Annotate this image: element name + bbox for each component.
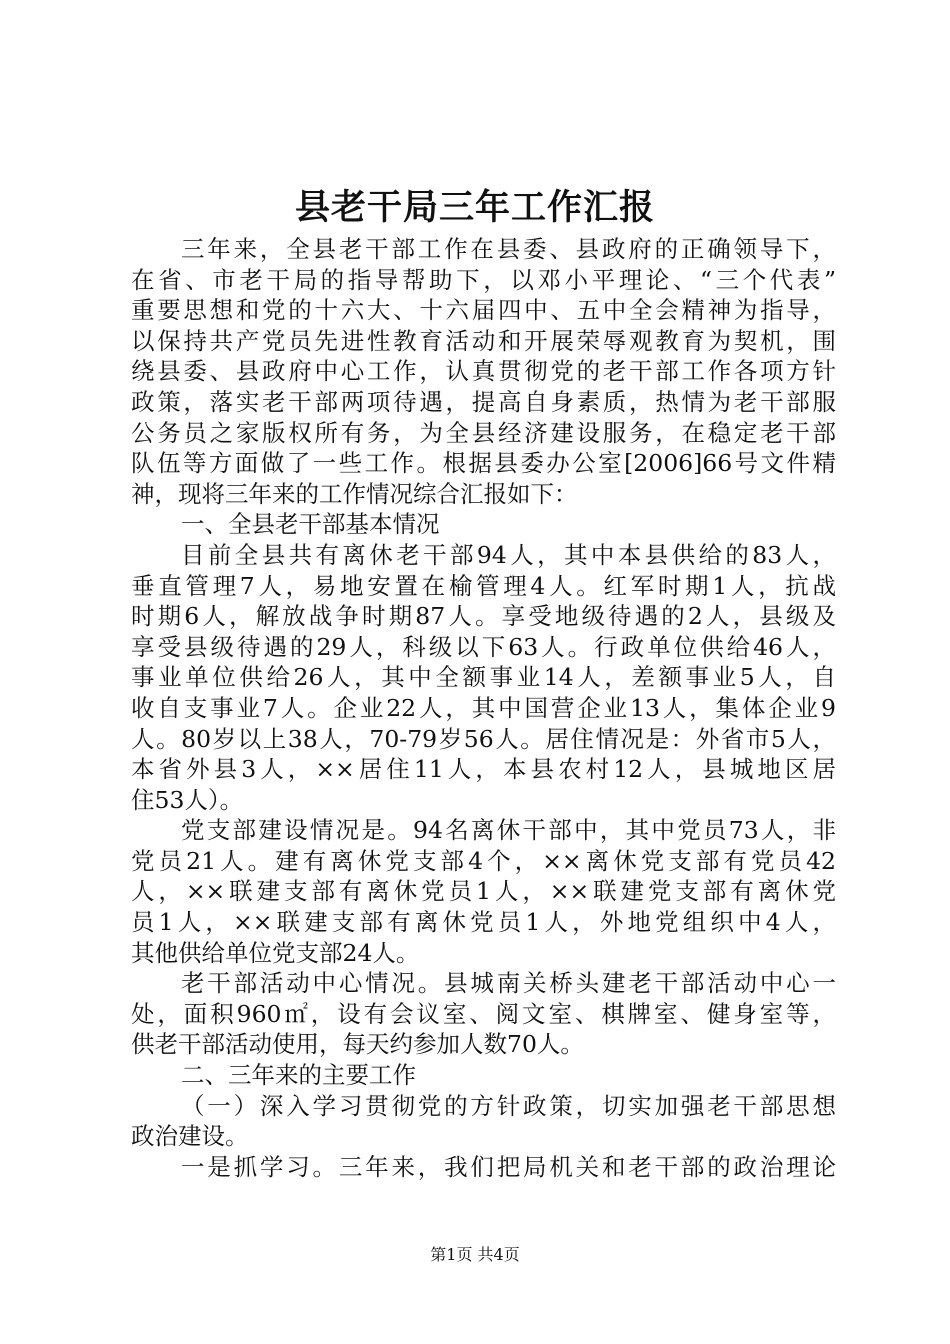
text-line: 本省外县3人，××居住11人，本县农村12人，县城地区居	[131, 755, 836, 784]
text-line: 供老干部活动使用，每天约参加人数70人。	[131, 1030, 584, 1059]
text-line: 人，××联建支部有离休党员1人，××联建党支部有离休党	[131, 877, 836, 906]
text-line: 目前全县共有离休老干部94人，其中本县供给的83人，	[181, 540, 836, 569]
text-line: 时期6人，解放战争时期87人。享受地级待遇的2人，县级及	[131, 602, 836, 631]
document-title: 县老干局三年工作汇报	[294, 187, 655, 228]
text-line: 以保持共产党员先进性教育活动和开展荣辱观教育为契机，围	[131, 326, 836, 355]
text-line: （一）深入学习贯彻党的方针政策，切实加强老干部思想	[181, 1091, 836, 1120]
text-line: 员1人，××联建支部有离休党员1人，外地党组织中4人，	[131, 908, 836, 937]
text-line: 一是抓学习。三年来，我们把局机关和老干部的政治理论	[181, 1152, 836, 1181]
text-line: 二、三年来的主要工作	[181, 1061, 416, 1090]
document-body	[131, 234, 836, 1182]
text-line: 公务员之家版权所有务，为全县经济建设服务，在稳定老干部	[131, 418, 836, 447]
text-line: 队伍等方面做了一些工作。根据县委办公室[2006]66号文件精	[131, 449, 836, 478]
text-line: 在省、市老干局的指导帮助下，以邓小平理论、“三个代表”	[131, 265, 836, 294]
text-line: 政策，落实老干部两项待遇，提高自身素质，热情为老干部服	[131, 387, 836, 416]
text-line: 事业单位供给26人，其中全额事业14人，差额事业5人，自	[131, 663, 836, 692]
text-line: 党支部建设情况是。94名离休干部中，其中党员73人，非	[181, 816, 836, 845]
text-line: 重要思想和党的十六大、十六届四中、五中全会精神为指导，	[131, 296, 836, 325]
page-footer: 第1页 共4页	[430, 1245, 520, 1264]
text-line: 绕县委、县政府中心工作，认真贯彻党的老干部工作各项方针	[131, 357, 836, 386]
text-line: 人。80岁以上38人，70-79岁56人。居住情况是：外省市5人，	[131, 724, 836, 753]
text-line: 享受县级待遇的29人，科级以下63人。行政单位供给46人，	[131, 632, 836, 661]
text-line: 处，面积960㎡，设有会议室、阅文室、棋牌室、健身室等，	[131, 999, 836, 1028]
text-line: 神，现将三年来的工作情况综合汇报如下：	[131, 479, 578, 508]
text-line: 住53人）。	[131, 785, 244, 814]
text-line: 收自支事业7人。企业22人，其中国营企业13人，集体企业9	[131, 693, 836, 722]
text-line: 三年来，全县老干部工作在县委、县政府的正确领导下，	[181, 235, 836, 263]
text-line: 一、全县老干部基本情况	[181, 510, 440, 539]
text-line: 政治建设。	[131, 1122, 249, 1151]
text-line: 老干部活动中心情况。县城南关桥头建老干部活动中心一	[181, 969, 836, 998]
text-line: 党员21人。建有离休党支部4个，××离休党支部有党员42	[131, 846, 836, 875]
text-line: 垂直管理7人，易地安置在榆管理4人。红军时期1人，抗战	[131, 571, 836, 600]
text-line: 其他供给单位党支部24人。	[131, 938, 420, 967]
